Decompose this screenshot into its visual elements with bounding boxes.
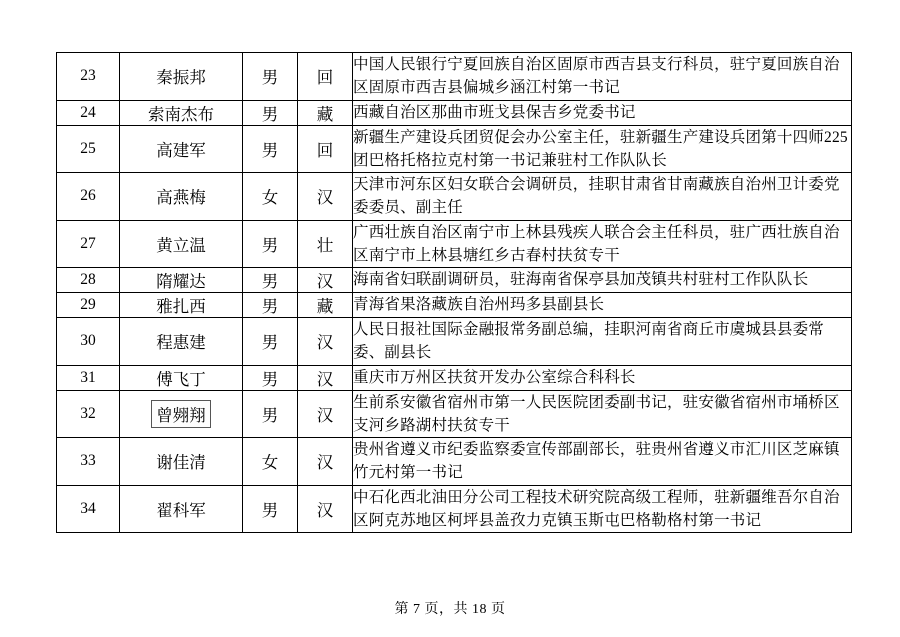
row-description	[353, 390, 852, 438]
row-ethnicity: 汉	[298, 268, 353, 293]
row-number: 30	[57, 318, 120, 366]
row-ethnicity: 回	[298, 53, 353, 101]
row-sex: 女	[243, 173, 298, 221]
row-sex: 男	[243, 318, 298, 366]
row-number: 32	[57, 390, 120, 438]
row-sex: 女	[243, 438, 298, 486]
row-description-text: 海南省妇联副调研员，驻海南省保亭县加茂镇共村驻村工作队队长	[353, 271, 809, 289]
row-sex: 男	[243, 125, 298, 173]
row-number: 28	[57, 268, 120, 293]
row-sex: 男	[243, 293, 298, 318]
row-sex: 男	[243, 220, 298, 268]
row-description-text: 重庆市万州区扶贫开发办公室综合科科长	[353, 368, 636, 386]
row-sex: 男	[243, 268, 298, 293]
row-name: 隋耀达	[120, 268, 243, 293]
row-name	[120, 390, 243, 438]
row-description-text: 贵州省遵义市纪委监察委宣传部副部长，驻贵州省遵义市汇川区芝麻镇竹元村第一书记	[353, 441, 840, 482]
page-footer: 第 7 页，共 18 页	[394, 602, 506, 617]
row-sex: 男	[243, 390, 298, 438]
row-description	[353, 220, 852, 268]
table-row	[57, 390, 852, 438]
row-description	[353, 293, 852, 318]
row-ethnicity: 回	[298, 125, 353, 173]
row-ethnicity: 壮	[298, 220, 353, 268]
table-row	[57, 485, 852, 533]
table-row	[57, 125, 852, 173]
row-number: 33	[57, 438, 120, 486]
row-name: 翟科军	[120, 485, 243, 533]
table-row	[57, 53, 852, 101]
row-description	[353, 125, 852, 173]
row-description-text: 西藏自治区那曲市班戈县保吉乡党委书记	[353, 103, 636, 121]
row-description-text: 中石化西北油田分公司工程技术研究院高级工程师，驻新疆维吾尔自治区阿克苏地区柯坪县盖孜力克镇玉斯屯巴格勒格村第一书记	[353, 488, 840, 529]
row-number: 29	[57, 293, 120, 318]
row-description-text: 青海省果洛藏族自治州玛多县副县长	[353, 296, 605, 314]
row-description	[353, 53, 852, 101]
row-ethnicity: 汉	[298, 173, 353, 221]
row-sex: 男	[243, 100, 298, 125]
roster-table-container	[56, 52, 846, 533]
table-row	[57, 318, 852, 366]
row-name: 高燕梅	[120, 173, 243, 221]
row-description	[353, 268, 852, 293]
row-description-text: 天津市河东区妇女联合会调研员，挂职甘肃省甘南藏族自治州卫计委党委委员、副主任	[353, 176, 840, 217]
row-description	[353, 100, 852, 125]
row-name: 黄立温	[120, 220, 243, 268]
row-description	[353, 318, 852, 366]
row-description-text: 生前系安徽省宿州市第一人民医院团委副书记，驻安徽省宿州市埇桥区支河乡路湖村扶贫专干	[353, 393, 840, 434]
row-number: 34	[57, 485, 120, 533]
row-sex: 男	[243, 485, 298, 533]
table-row	[57, 173, 852, 221]
row-name: 秦振邦	[120, 53, 243, 101]
table-row	[57, 100, 852, 125]
row-ethnicity: 汉	[298, 438, 353, 486]
roster-table-body	[57, 53, 852, 533]
row-number: 25	[57, 125, 120, 173]
row-ethnicity: 汉	[298, 390, 353, 438]
row-description	[353, 365, 852, 390]
row-description	[353, 438, 852, 486]
row-ethnicity: 藏	[298, 100, 353, 125]
row-ethnicity: 汉	[298, 365, 353, 390]
row-ethnicity: 汉	[298, 318, 353, 366]
row-name: 索南杰布	[120, 100, 243, 125]
row-name: 谢佳清	[120, 438, 243, 486]
roster-table	[56, 52, 852, 533]
row-description-text: 人民日报社国际金融报常务副总编，挂职河南省商丘市虞城县县委常委、副县长	[353, 321, 825, 362]
row-number: 31	[57, 365, 120, 390]
row-number: 24	[57, 100, 120, 125]
row-description-text: 中国人民银行宁夏回族自治区固原市西吉县支行科员，驻宁夏回族自治区固原市西吉县偏城乡涵江村第一书记	[353, 56, 840, 97]
table-row	[57, 438, 852, 486]
row-sex: 男	[243, 53, 298, 101]
row-name: 雅扎西	[120, 293, 243, 318]
row-ethnicity: 汉	[298, 485, 353, 533]
row-number: 23	[57, 53, 120, 101]
row-number: 27	[57, 220, 120, 268]
table-row	[57, 220, 852, 268]
table-row	[57, 293, 852, 318]
table-row	[57, 365, 852, 390]
row-name: 傅飞丁	[120, 365, 243, 390]
row-name: 程惠建	[120, 318, 243, 366]
table-row	[57, 268, 852, 293]
row-number: 26	[57, 173, 120, 221]
row-sex: 男	[243, 365, 298, 390]
row-description-text: 广西壮族自治区南宁市上林县残疾人联合会主任科员，驻广西壮族自治区南宁市上林县塘红乡古春村扶贫专干	[353, 223, 840, 264]
row-description-text: 新疆生产建设兵团贸促会办公室主任，驻新疆生产建设兵团第十四师225团巴格托格拉克村第一书记兼驻村工作队队长	[353, 128, 848, 169]
row-description	[353, 485, 852, 533]
row-description	[353, 173, 852, 221]
row-name-highlight: 曾翙翔	[151, 400, 211, 428]
row-name: 高建军	[120, 125, 243, 173]
row-ethnicity: 藏	[298, 293, 353, 318]
